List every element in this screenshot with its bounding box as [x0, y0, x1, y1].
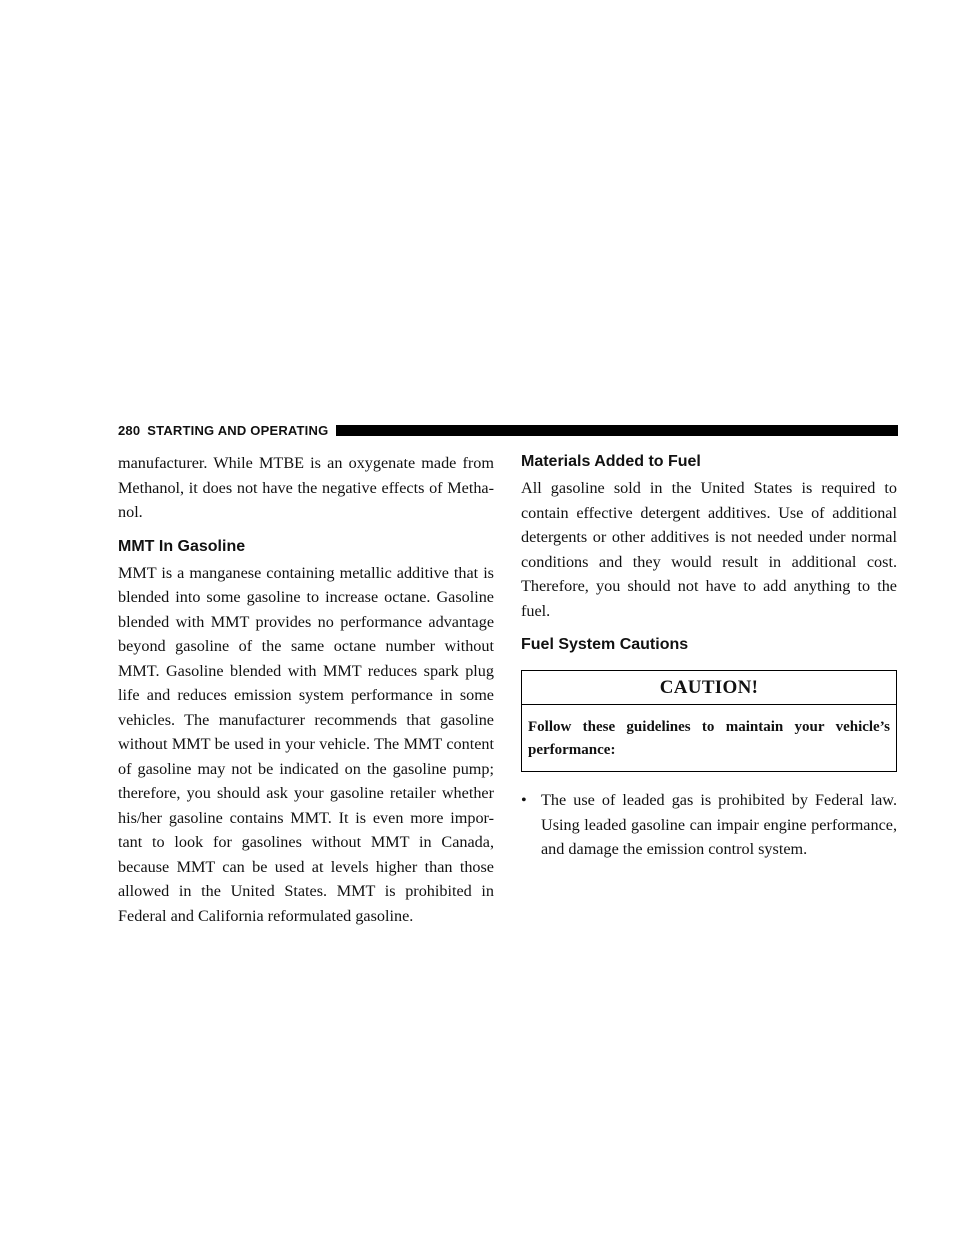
cautions-heading: Fuel System Cautions: [521, 636, 689, 653]
mmt-paragraph: MMT is a manganese containing metallic additive that is blended into some gasoline to increase octane. Gasoline blended with MMT provides no performance advantage beyond gasoline of the same octane number without MMT. Gasoline blended with MMT reduces spark plug life and reduces emission system performance in some vehicles. The manufacturer recommends that gasoline without MMT be used in your vehicle. The MMT content of gasoline may not be indicated on the gasoline pump; therefore, you should ask your gasoline retailer whether his/her gasoline contains MMT. It is even more impor-tant to look for gasolines without MMT in Canada, because MMT can be used at levels higher than those allowed in the United States. MMT is prohibited in Federal and California reformulated gasoline.: [118, 563, 494, 925]
bullet-marker: •: [521, 791, 527, 809]
header-rule-bar: [336, 425, 898, 436]
mmt-heading: MMT In Gasoline: [118, 537, 246, 555]
materials-heading: Materials Added to Fuel: [521, 453, 701, 470]
caution-title: CAUTION!: [522, 671, 896, 705]
left-column: [118, 451, 494, 928]
right-column: [521, 451, 897, 862]
caution-box: [521, 670, 897, 772]
caution-bullet-list: [521, 788, 897, 862]
materials-paragraph: All gasoline sold in the United States is required to contain effective detergent additives. Use of additional detergents or other additives is not needed under normal conditions and they would result in additional cost. Therefore, you should not have to add anything to the fuel.: [521, 479, 897, 620]
section-title: STARTING AND OPERATING: [147, 422, 329, 438]
list-item: [521, 788, 897, 862]
bullet-text: The use of leaded gas is prohibited by Federal law. Using leaded gasoline can impair engine performance, and damage the emission control system.: [541, 791, 897, 858]
page-number: 280: [118, 422, 141, 438]
caution-text: Follow these guidelines to maintain your vehicle’s performance:: [528, 719, 890, 758]
intro-paragraph: manufacturer. While MTBE is an oxygenate made from Methanol, it does not have the negative effects of Metha-nol.: [118, 454, 494, 521]
page-header: [118, 418, 898, 442]
